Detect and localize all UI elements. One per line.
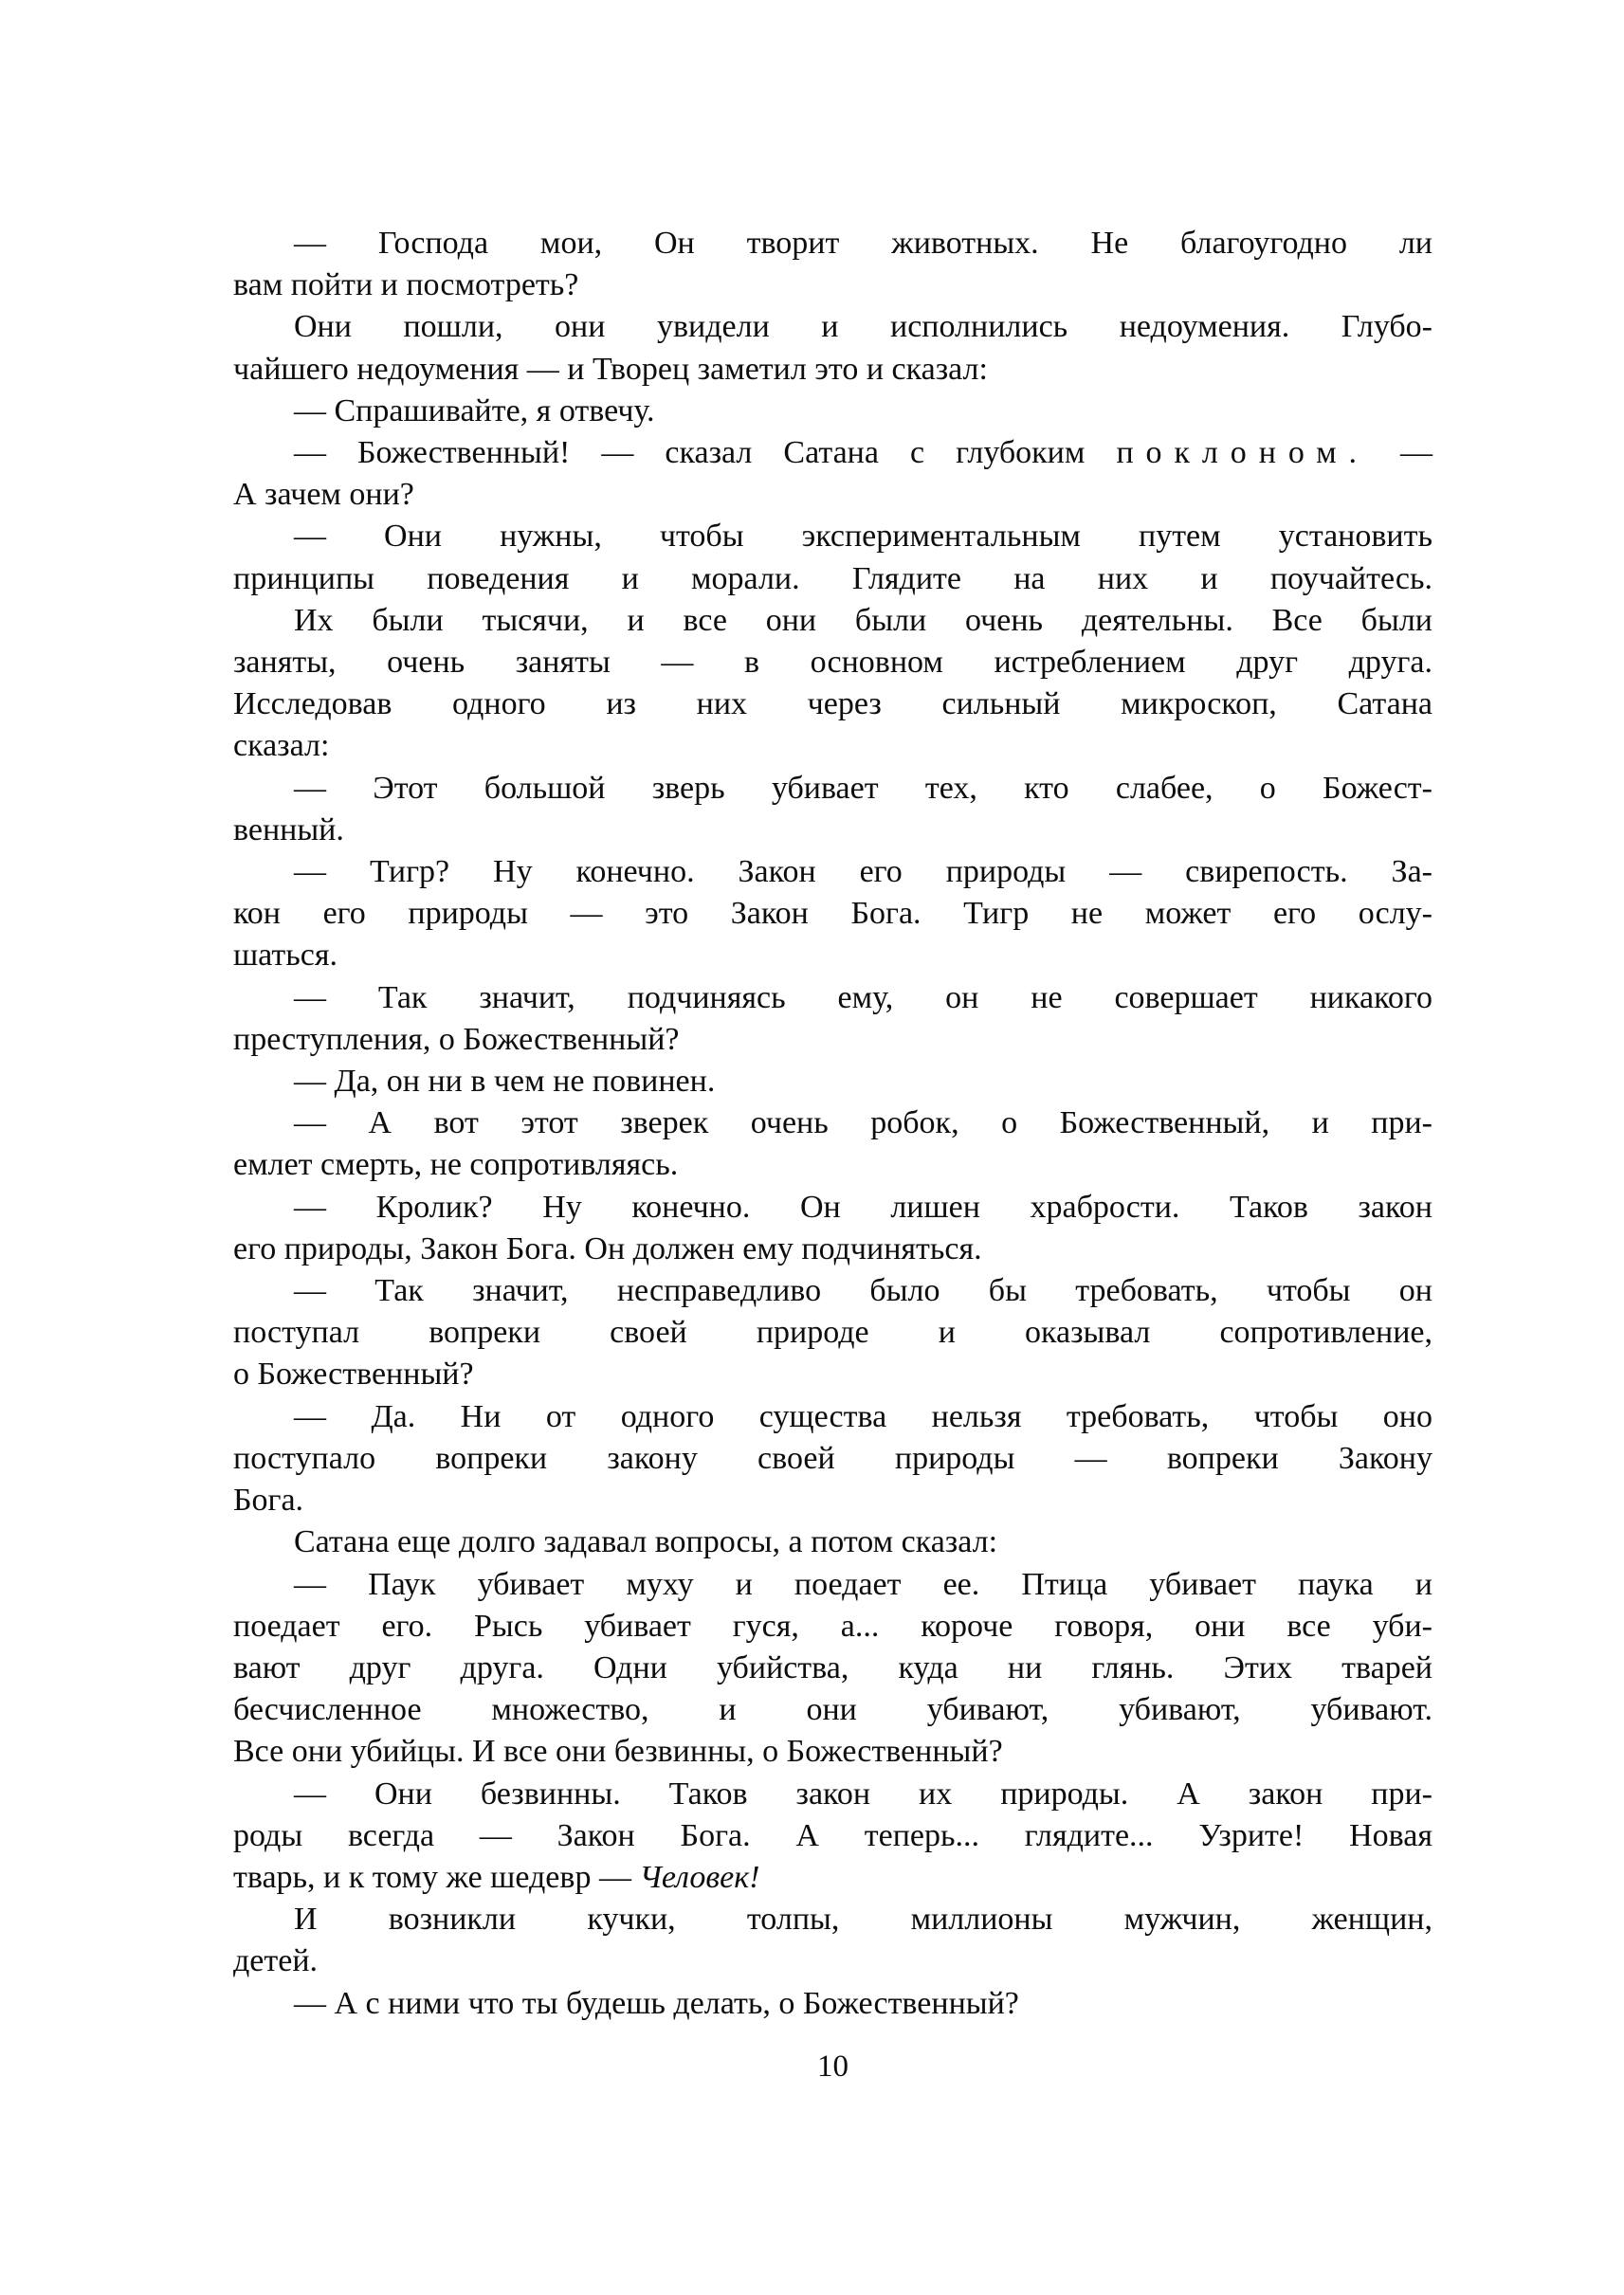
text-segment: — Спрашивайте, я отвечу. (294, 392, 655, 428)
text-line (233, 349, 1432, 391)
text-segment: преступления, о Божественный? (233, 1021, 680, 1057)
text-segment: поступало вопреки закону своей природы — вопреки Закону (233, 1440, 1432, 1476)
text-line (233, 851, 1432, 893)
text-line (233, 1899, 1432, 1940)
text-line (233, 1396, 1432, 1438)
text-line (233, 1144, 1432, 1186)
text-line (233, 223, 1432, 264)
text-segment: поедает его. Рысь убивает гуся, а... короче говоря, они все уби- (233, 1608, 1432, 1644)
text-line (233, 1061, 1432, 1102)
text-segment: принципы поведения и морали. Глядите на них и поучайтесь. (233, 560, 1432, 596)
text-segment: вам пойти и посмотреть? (233, 267, 579, 303)
text-line (233, 1689, 1432, 1731)
text-segment: — Паук убивает муху и поедает ее. Птица убивает паука и (294, 1566, 1432, 1602)
text-line (233, 1774, 1432, 1815)
text-segment: — Божественный! — сказал Сатана с глубоким (294, 435, 1117, 471)
text-segment: — А с ними что ты будешь делать, о Божественный? (294, 1985, 1019, 2021)
text-line (233, 600, 1432, 642)
text-line (233, 1815, 1432, 1857)
text-segment: — Так значит, подчиняясь ему, он не совершает никакого (294, 979, 1432, 1015)
text-line (233, 810, 1432, 851)
text-line (233, 1438, 1432, 1480)
body-text (233, 223, 1432, 2025)
text-segment: сказал: (233, 728, 330, 764)
text-line (233, 1940, 1432, 1982)
text-segment: Все они убийцы. И все они безвинны, о Божественный? (233, 1734, 1003, 1770)
letterspaced-text: поклоном. (1116, 435, 1369, 471)
text-segment: Сатана еще долго задавал вопросы, а потом сказал: (294, 1524, 998, 1560)
text-line (233, 1606, 1432, 1648)
text-line (233, 1270, 1432, 1312)
text-segment: его природы, Закон Бога. Он должен ему подчиняться. (233, 1230, 982, 1266)
text-segment: о Божественный? (233, 1357, 474, 1393)
text-line (233, 306, 1432, 348)
text-line (233, 1564, 1432, 1606)
text-segment: — Тигр? Ну конечно. Закон его природы — свирепость. За- (294, 854, 1432, 890)
text-segment: венный. (233, 811, 344, 847)
text-line (233, 1480, 1432, 1521)
emphasized-text: Человек! (639, 1859, 760, 1895)
text-line (233, 642, 1432, 683)
text-line (233, 516, 1432, 557)
text-segment: — Господа мои, Он творит животных. Не благоугодно ли (294, 226, 1432, 261)
text-segment: А зачем они? (233, 477, 414, 513)
text-line (233, 1019, 1432, 1061)
text-segment: — Этот большой зверь убивает тех, кто слабее, о Божест- (294, 770, 1432, 806)
text-line (233, 1857, 1432, 1899)
text-line (233, 1102, 1432, 1144)
text-line (233, 432, 1432, 474)
text-line (233, 264, 1432, 306)
text-line (233, 725, 1432, 767)
text-line (233, 1229, 1432, 1270)
text-segment: — Да. Ни от одного существа нельзя требовать, чтобы оно (294, 1398, 1432, 1434)
page-number: 10 (817, 2049, 848, 2084)
text-line (233, 1312, 1432, 1354)
text-segment: Они пошли, они увидели и исполнились недоумения. Глубо- (294, 309, 1432, 345)
text-line (233, 977, 1432, 1019)
text-line (233, 893, 1432, 935)
text-segment: — Они нужны, чтобы экспериментальным путем установить (294, 519, 1432, 555)
text-segment: — (1368, 435, 1433, 471)
text-segment: чайшего недоумения — и Творец заметил это и сказал: (233, 351, 988, 387)
text-segment: — Кролик? Ну конечно. Он лишен храбрости. Таков закон (294, 1189, 1432, 1225)
text-segment: вают друг друга. Одни убийства, куда ни глянь. Этих тварей (233, 1649, 1432, 1685)
text-line (233, 1648, 1432, 1689)
text-segment: Их были тысячи, и все они были очень деятельны. Все были (294, 602, 1432, 638)
text-segment: шаться. (233, 938, 338, 974)
text-segment: емлет смерть, не сопротивляясь. (233, 1147, 679, 1183)
text-line (233, 1731, 1432, 1773)
text-segment: — Они безвинны. Таков закон их природы. А закон при- (294, 1776, 1432, 1812)
text-segment: тварь, и к тому же шедевр — (233, 1859, 640, 1895)
text-line (233, 935, 1432, 976)
text-segment: Исследовав одного из них через сильный микроскоп, Сатана (233, 686, 1432, 722)
text-segment: — Да, он ни в чем не повинен. (294, 1064, 716, 1100)
text-segment: — Так значит, несправедливо было бы требовать, чтобы он (294, 1273, 1432, 1309)
text-line (233, 474, 1432, 516)
text-line (233, 1521, 1432, 1563)
text-segment: И возникли кучки, толпы, миллионы мужчин, женщин, (294, 1902, 1432, 1938)
text-line (233, 1983, 1432, 2025)
text-line (233, 1354, 1432, 1395)
text-line (233, 391, 1432, 432)
text-segment: бесчисленное множество, и они убивают, убивают, убивают. (233, 1692, 1432, 1728)
text-segment: роды всегда — Закон Бога. А теперь... глядите... Узрите! Новая (233, 1817, 1432, 1853)
text-line (233, 558, 1432, 600)
text-line (233, 768, 1432, 810)
text-line (233, 683, 1432, 725)
text-segment: — А вот этот зверек очень робок, о Божественный, и при- (294, 1105, 1432, 1141)
text-segment: поступал вопреки своей природе и оказывал сопротивление, (233, 1315, 1432, 1351)
text-line (233, 1187, 1432, 1229)
text-segment: кон его природы — это Закон Бога. Тигр не может его ослу- (233, 896, 1432, 932)
text-segment: детей. (233, 1943, 319, 1979)
text-segment: заняты, очень заняты — в основном истреблением друг друга. (233, 645, 1432, 681)
text-segment: Бога. (233, 1483, 304, 1519)
